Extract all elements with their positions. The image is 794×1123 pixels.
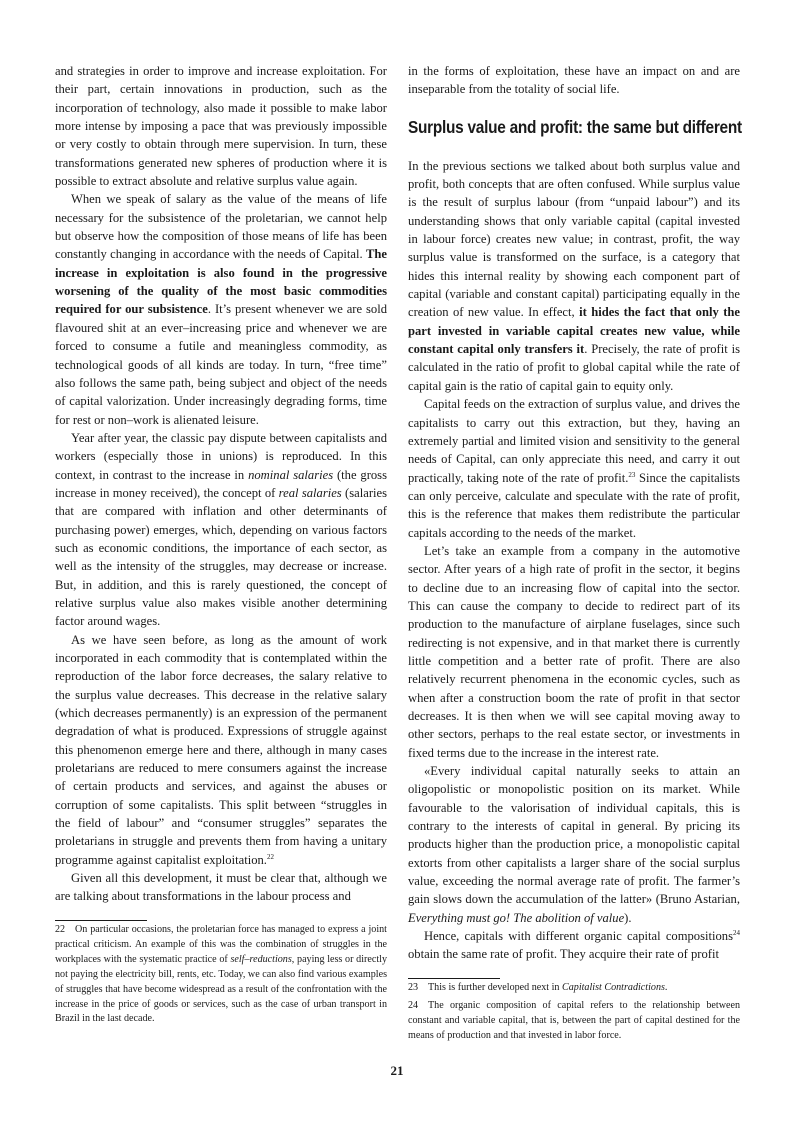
paragraph: and strategies in order to improve and increase exploitation. For their part, certain innovations in production, such as the incorporation of technology, also made it possible to make labor more intense by imposing a pace that was previously impossible or very costly to obtain through mere supervision. In turn, these transformations generated new spheres of production where it is possible to extract absolute and relative surplus value again. [55,64,387,189]
text-run: In the previous sections we talked about both surplus value and profit, both concepts that are often confused. While surplus value is the result of surplus labour (from “unpaid labour”) and its understanding shows that only variable capital (capital invested in labour force) creates new value; in contrast, profit, the way surplus value is transformed on the surface, is a category that hides this internal reality by showing each component part of capital (variable and constant capital) participating equally in the creation of new value. In effect, [408,158,740,320]
text-run: (the gross increase in money received), the concept of [55,467,387,500]
footnote-number: 22 [55,924,66,935]
italic-text: self–reductions [230,953,292,965]
footnote-24 [408,999,740,1044]
footnote-22 [55,923,387,1027]
text-run: . [664,982,668,993]
text-run: On particular occasions, the proletarian force has managed to express a joint practical criticism. An example of this was the combination of struggles in the workplaces with the systematic practice of [55,924,387,965]
paragraph [408,157,740,395]
text-run: . Precisely, the rate of profit is calculated in the ratio of profit to global capital while the rate of capital gain is the ratio of capital gain to equity only. [408,342,740,393]
paragraph [55,190,387,428]
text-run: When we speak of salary as the value of the means of life necessary for the subsistence of the proletarian, we cannot help but observe how the composition of those means of life has been constantly changing in accordance with the needs of Capital. [55,192,387,262]
italic-text: nominal salaries [248,467,334,482]
footnote-ref-23[interactable]: 23 [628,470,636,479]
paragraph: Given all this development, it must be clear that, although we are talking about transformations in the labour process and [55,871,387,904]
text-run: obtain the same rate of profit. They acquire their rate of profit [408,947,719,962]
bold-text: The increase in exploitation is also found in the progressive worsening of the quality of the most basic commodities required for our subsistence [55,247,387,317]
text-run: Hence, capitals with different organic capital compositions [424,929,733,944]
right-column [408,62,740,964]
footnote-number: 24 [408,1000,419,1011]
text-run: . It’s present whenever we are sold flavoured shit at an ever–increasing price and whenever we are forced to consume a futile and meaningless commodity, as technological goods of all kinds are today. In turn, “free time” also follows the same path, being subject and object of the needs of capital valorization. Under increasingly degrading forms, time for rest or non–work is alienated leisure. [55,302,387,427]
text-run: , paying less or directly not paying the electricity bill, rents, etc. Today, we can also find various examples of struggles that have become widespread as a result of the confrontation with the increase in the price of goods or services, such as the case of urban transport in Brazil in the last decade. [55,953,387,1025]
text-run: As we have seen before, as long as the amount of work incorporated in each commodity that is contemplated within the reproduction of the labor force decreases, the salary relative to the surplus value decreases. This decrease in the relative salary (which decreases permanently) is an expression of the permanent degradation of what is produced. Expressions of struggle against this phenomenon emerge here and there, although in many cases proletarians are reduced to mere consumers against the increase of certain products and services, and against the abuses or corruption of some capitalists. This split between “struggles in the field of labour” and “consumer struggles” separates the proletarians in struggle and prevents them from having a unitary programme against capitalist exploitation. [55,632,387,867]
paragraph: in the forms of exploitation, these have an impact on and are inseparable from the totality of social life. [408,64,740,97]
section-heading: Surplus value and profit: the same but different [408,116,742,137]
paragraph: Let’s take an example from a company in the automotive sector. After years of a high rate of profit in the sector, it begins to decline due to an increasing flow of capital into the sector. This can cause the company to decide to redirect part of its production to the manufacture of airplane fuselages, since such redirecting is not expensive, and in that market there is currently little competition and a better rate of profit. There are also relatively recurrent phenomena in the economic cycles, such as when after a construction boom the rate of profit in that sector decreases. It is then when we will see capital moving away to other sectors, perhaps to the real estate sector, or investments in fixed terms due to the increase in the interest rate. [408,543,740,760]
bold-text: it hides the fact that only the part invested in variable capital creates new value, while constant capital only transfers it [408,305,740,357]
text-run: This is further developed next in [428,982,562,993]
paragraph [55,631,387,869]
text-run: ). [624,910,632,925]
footnote-ref-22[interactable]: 22 [266,852,274,861]
page-number: 21 [390,1063,404,1078]
footnote-number: 23 [408,982,419,993]
italic-text: Capitalist Contradictions [562,982,665,993]
paragraph [408,762,740,927]
paragraph [55,429,387,631]
text-run: Since the capitalists can only perceive, calculate and speculate with the rate of profit, this is the reference that makes them redistribute the particular capitals according to the needs of the market. [408,470,740,540]
paragraph [408,395,740,542]
text-run: Capital feeds on the extraction of surplus value, and drives the capitalists to carry out this extraction, but they, having an extremely partial and limited vision and sensitivity to the general needs of Capital, can only appreciate this need, and carry it out practically, taking note of the rate of profit. [408,397,740,485]
text-run: Year after year, the classic pay dispute between capitalists and workers (especially those in unions) is reproduced. In this context, in contrast to the increase in [55,430,387,482]
text-run: The organic composition of capital refers to the relationship between constant and variable capital, that is, between the part of capital destined for the means of production and that invested in labor force. [408,1000,740,1041]
paragraph [408,927,740,964]
left-column [55,62,387,906]
text-run: «Every individual capital naturally seeks to attain an oligopolistic or monopolistic position on its market. While favourable to the valorisation of individual capitals, this is contrary to the interests of capital in general. By pricing its products higher than the production price, a monopolistic capital extorts from other capitalists a larger share of the social surplus value, exceeding the normal average rate of profit. The farmer’s gain slows down the accumulation of the latter» (Bruno Astarian, [408,764,740,907]
footnote-ref-24[interactable]: 24 [733,929,740,938]
footnote-divider [55,920,147,921]
italic-text: Everything must go! The abolition of value [408,910,625,925]
text-run: (salaries that are compared with inflation and other determinants of purchasing power) emerges, which, depending on various factors such as economic conditions, the importance of each sector, as well as the intensity of the struggles, may decrease or increase. But, in addition, and this is rarely questioned, the concept of relative surplus value also makes visible another determining factor around wages. [55,485,388,629]
footnote-23 [408,981,740,996]
italic-text: real salaries [278,485,342,500]
footnote-divider [408,978,500,979]
